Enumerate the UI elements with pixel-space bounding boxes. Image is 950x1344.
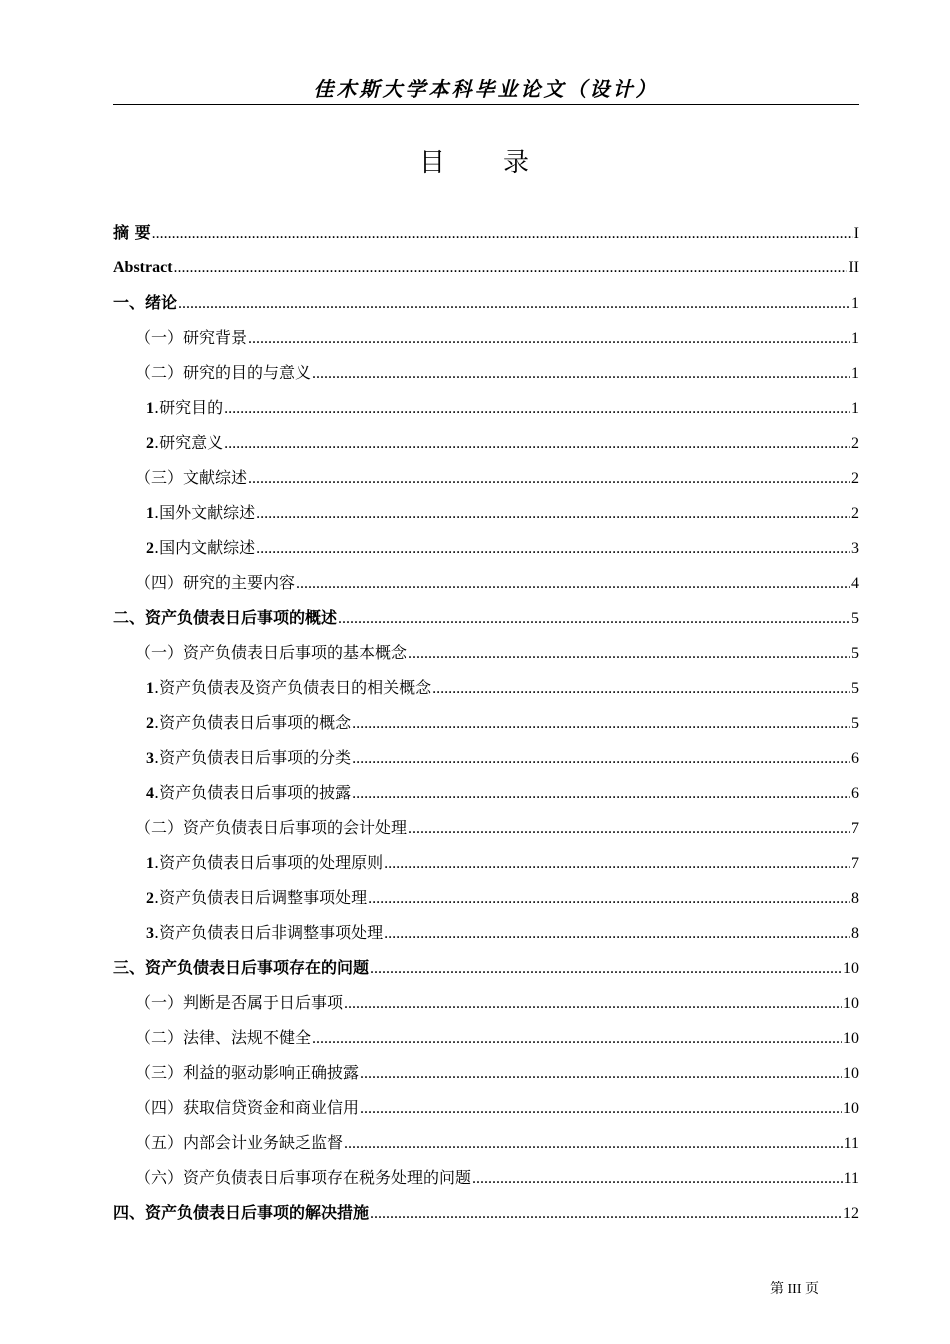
toc-leader-dots <box>256 531 850 566</box>
toc-entry[interactable] <box>113 950 859 985</box>
toc-page-number: 8 <box>851 890 859 907</box>
header-rule <box>113 104 859 105</box>
toc-page-number: 3 <box>851 540 859 557</box>
toc-entry[interactable] <box>113 1195 859 1230</box>
toc-entry-text: .国内文献综述 <box>154 538 256 557</box>
toc-entry-label <box>146 845 383 881</box>
toc-page-number: 12 <box>843 1205 859 1222</box>
toc-entry-label: （四）获取信贷资金和商业信用 <box>135 1098 360 1117</box>
toc-entry[interactable] <box>113 460 859 495</box>
toc-entry-label <box>146 740 351 776</box>
toc-entry-text: .资产负债表日后调整事项处理 <box>154 888 368 907</box>
toc-entry[interactable] <box>113 390 859 425</box>
toc-leader-dots <box>352 741 850 776</box>
toc-leader-dots <box>370 951 842 986</box>
toc-leader-dots <box>352 776 850 811</box>
toc-leader-dots <box>338 601 850 636</box>
toc-page-number: 6 <box>851 785 859 802</box>
table-of-contents <box>113 215 859 1230</box>
toc-entry-text: .资产负债表日后事项的概念 <box>154 713 352 732</box>
toc-entry[interactable] <box>113 320 859 355</box>
toc-page-number: 10 <box>843 1065 859 1082</box>
toc-entry-number: 2 <box>146 540 154 557</box>
toc-entry[interactable] <box>113 600 859 635</box>
toc-entry[interactable] <box>113 845 859 880</box>
toc-leader-dots <box>224 426 850 461</box>
toc-page-number: 10 <box>843 960 859 977</box>
toc-page-number: 2 <box>851 505 859 522</box>
toc-entry-text: .研究意义 <box>154 433 224 452</box>
toc-entry-number: 4 <box>146 785 154 802</box>
toc-page-number: I <box>853 225 859 242</box>
toc-entry-text: .资产负债表日后非调整事项处理 <box>154 923 384 942</box>
toc-leader-dots <box>312 356 850 391</box>
toc-entry-label: Abstract <box>113 259 173 276</box>
toc-entry-text: .研究目的 <box>154 398 224 417</box>
toc-page-number: 1 <box>851 365 859 382</box>
toc-leader-dots <box>360 1056 842 1091</box>
toc-page-number: 5 <box>851 680 859 697</box>
toc-entry-label: （六）资产负债表日后事项存在税务处理的问题 <box>135 1168 472 1187</box>
toc-entry-label: 一、绪论 <box>113 293 178 312</box>
toc-page-number: 11 <box>843 1170 859 1187</box>
toc-page-number: 1 <box>851 400 859 417</box>
toc-entry-label: （一）资产负债表日后事项的基本概念 <box>135 643 408 662</box>
toc-entry[interactable] <box>113 495 859 530</box>
toc-entry-number: 2 <box>146 890 154 907</box>
toc-entry-label <box>146 705 351 741</box>
toc-entry[interactable] <box>113 355 859 390</box>
toc-page-number: 1 <box>851 295 859 312</box>
toc-leader-dots <box>248 461 850 496</box>
toc-entry-label: （五）内部会计业务缺乏监督 <box>135 1133 344 1152</box>
toc-leader-dots <box>352 706 850 741</box>
toc-page-number: II <box>848 259 859 276</box>
toc-entry[interactable] <box>113 215 859 250</box>
toc-entry[interactable] <box>113 810 859 845</box>
toc-entry-text: .资产负债表日后事项的披露 <box>154 783 352 802</box>
toc-page-number: 5 <box>851 645 859 662</box>
toc-entry[interactable] <box>113 670 859 705</box>
toc-title-right: 录 <box>503 148 532 178</box>
toc-entry-label: （三）利益的驱动影响正确披露 <box>135 1063 360 1082</box>
toc-entry[interactable] <box>113 635 859 670</box>
toc-entry[interactable] <box>113 1055 859 1090</box>
toc-leader-dots <box>152 216 853 251</box>
page-footer: 第 III 页 <box>770 1282 819 1297</box>
toc-entry-label <box>146 775 351 811</box>
toc-page-number: 2 <box>851 435 859 452</box>
toc-entry-label: （二）法律、法规不健全 <box>135 1028 312 1047</box>
toc-leader-dots <box>360 1091 842 1126</box>
toc-entry-number: 2 <box>146 715 154 732</box>
toc-entry-label: 摘 要 <box>113 223 151 242</box>
toc-entry-label: （二）资产负债表日后事项的会计处理 <box>135 818 408 837</box>
toc-entry[interactable] <box>113 915 859 950</box>
toc-leader-dots <box>432 671 850 706</box>
toc-entry-label: （四）研究的主要内容 <box>135 573 296 592</box>
toc-leader-dots <box>368 881 850 916</box>
toc-entry[interactable] <box>113 740 859 775</box>
toc-entry[interactable] <box>113 1020 859 1055</box>
toc-entry-number: 1 <box>146 505 154 522</box>
toc-entry[interactable] <box>113 880 859 915</box>
toc-entry[interactable] <box>113 705 859 740</box>
toc-entry[interactable] <box>113 985 859 1020</box>
toc-entry-text: .国外文献综述 <box>154 503 256 522</box>
toc-entry-label: 二、资产负债表日后事项的概述 <box>113 608 338 627</box>
toc-page-number: 7 <box>851 855 859 872</box>
toc-entry-text: .资产负债表日后事项的处理原则 <box>154 853 384 872</box>
toc-leader-dots <box>224 391 850 426</box>
toc-entry-label <box>146 425 223 461</box>
toc-entry[interactable] <box>113 285 859 320</box>
toc-entry-label: 四、资产负债表日后事项的解决措施 <box>113 1203 370 1222</box>
toc-entry-text: .资产负债表及资产负债表日的相关概念 <box>154 678 432 697</box>
toc-leader-dots <box>344 986 842 1021</box>
toc-title-left: 目 <box>418 148 447 178</box>
toc-leader-dots <box>256 496 850 531</box>
toc-entry-label <box>146 670 431 706</box>
toc-entry-number: 1 <box>146 680 154 697</box>
toc-leader-dots <box>472 1161 843 1196</box>
toc-entry-text: .资产负债表日后事项的分类 <box>154 748 352 767</box>
toc-page-number: 6 <box>851 750 859 767</box>
toc-leader-dots <box>344 1126 843 1161</box>
toc-leader-dots <box>178 286 850 321</box>
toc-page-number: 10 <box>843 1030 859 1047</box>
toc-page-number: 7 <box>851 820 859 837</box>
toc-entry-label: （三）文献综述 <box>135 468 248 487</box>
toc-leader-dots <box>312 1021 842 1056</box>
toc-entry[interactable] <box>113 565 859 600</box>
toc-entry-number: 1 <box>146 855 154 872</box>
toc-entry-number: 1 <box>146 400 154 417</box>
toc-leader-dots <box>174 250 848 285</box>
toc-entry-label <box>146 530 255 566</box>
toc-entry-label <box>146 915 383 951</box>
toc-entry[interactable] <box>113 425 859 460</box>
toc-entry-number: 3 <box>146 750 154 767</box>
toc-entry-number: 3 <box>146 925 154 942</box>
toc-page-number: 10 <box>843 995 859 1012</box>
toc-page-number: 5 <box>851 610 859 627</box>
toc-page-number: 5 <box>851 715 859 732</box>
toc-leader-dots <box>408 811 850 846</box>
toc-page-number: 1 <box>851 330 859 347</box>
toc-entry[interactable] <box>113 775 859 810</box>
toc-leader-dots <box>296 566 850 601</box>
toc-leader-dots <box>384 846 850 881</box>
running-header: 佳木斯大学本科毕业论文（设计） <box>313 77 659 101</box>
toc-entry-label: 三、资产负债表日后事项存在的问题 <box>113 958 370 977</box>
toc-title <box>0 145 950 181</box>
toc-page-number: 10 <box>843 1100 859 1117</box>
toc-entry-label: （一）判断是否属于日后事项 <box>135 993 344 1012</box>
toc-entry[interactable] <box>113 530 859 565</box>
toc-leader-dots <box>370 1196 842 1231</box>
toc-entry[interactable] <box>113 250 859 285</box>
toc-page-number: 8 <box>851 925 859 942</box>
toc-leader-dots <box>408 636 850 671</box>
toc-page-number: 11 <box>843 1135 859 1152</box>
toc-entry-label: （二）研究的目的与意义 <box>135 363 312 382</box>
toc-entry-label <box>146 390 223 426</box>
toc-entry[interactable] <box>113 1160 859 1195</box>
toc-entry-label: （一）研究背景 <box>135 328 248 347</box>
toc-page-number: 2 <box>851 470 859 487</box>
toc-leader-dots <box>384 916 850 951</box>
toc-page-number: 4 <box>851 575 859 592</box>
toc-entry-number: 2 <box>146 435 154 452</box>
toc-leader-dots <box>248 321 850 356</box>
toc-entry-label <box>146 495 255 531</box>
toc-entry-label <box>146 880 367 916</box>
toc-entry[interactable] <box>113 1125 859 1160</box>
toc-entry[interactable] <box>113 1090 859 1125</box>
